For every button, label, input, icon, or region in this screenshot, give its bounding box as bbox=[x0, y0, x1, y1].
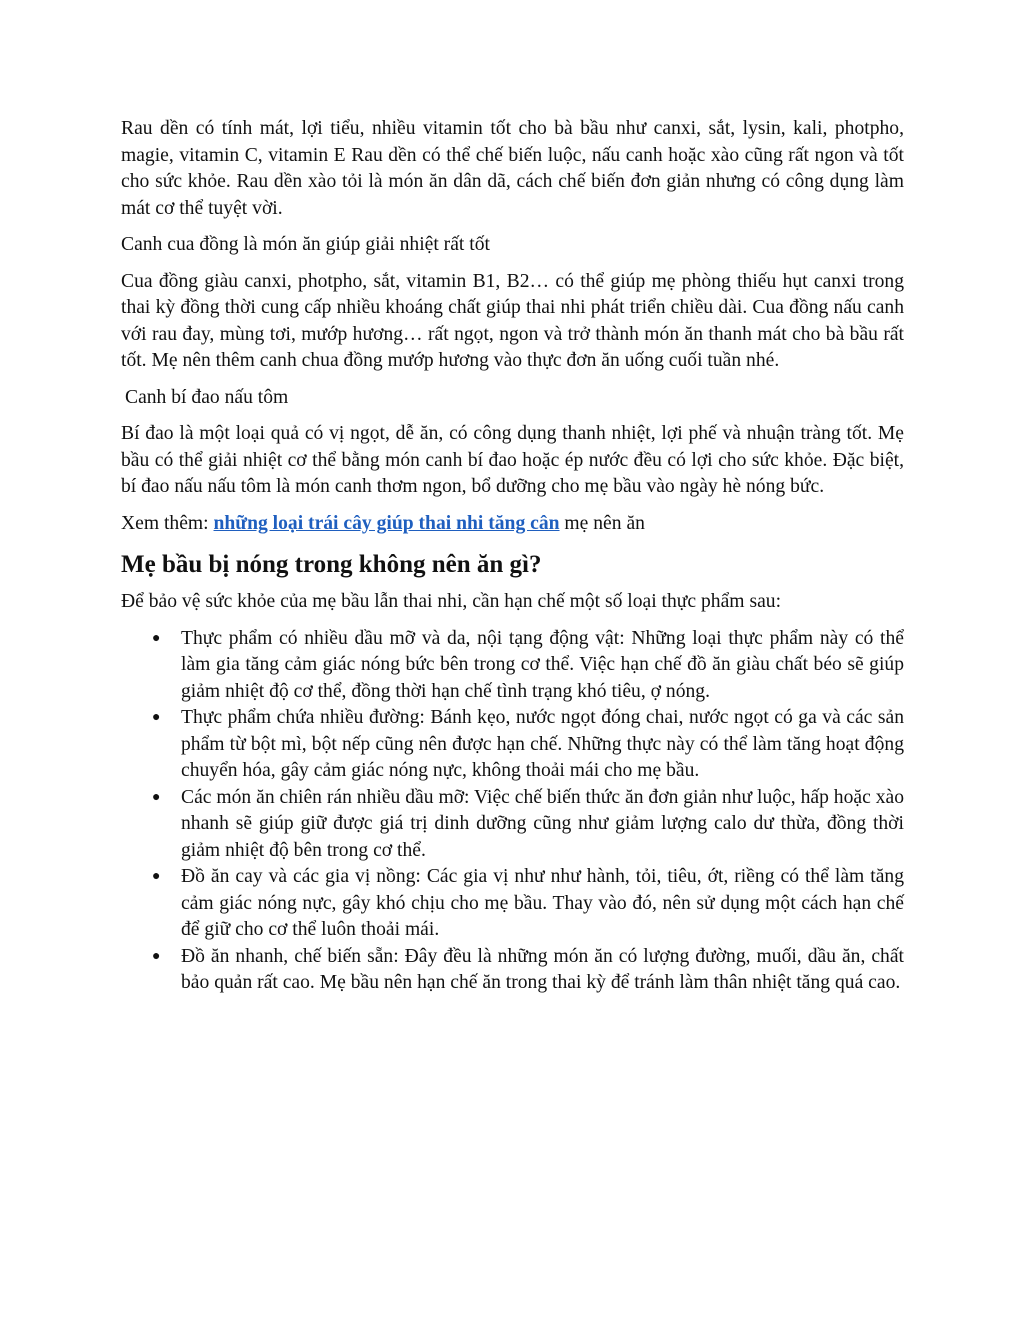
see-also-link[interactable]: những loại trái cây giúp thai nhi tăng cân bbox=[213, 512, 560, 534]
bullet-icon: ● bbox=[152, 710, 161, 725]
intro-paragraph: Để bảo vệ sức khỏe của mẹ bầu lẫn thai nhi, cần hạn chế một số loại thực phẩm sau: bbox=[121, 591, 782, 612]
list-item-text: Các món ăn chiên rán nhiều dầu mỡ: Việc chế biến thức ăn đơn giản như luộc, hấp hoặc xào nhanh sẽ giúp giữ được giá trị dinh dưỡng cũng như giảm lượng calo dư thừa, đồng thời giảm nhiệt độ bên trong cơ thể. bbox=[181, 786, 904, 861]
list-item bbox=[121, 626, 904, 706]
list-item bbox=[121, 785, 904, 865]
list-item-text: Thực phẩm có nhiều dầu mỡ và da, nội tạng động vật: Những loại thực phẩm này có thể làm gia tăng cảm giác nóng bức bên trong cơ thể. Việc hạn chế đồ ăn giàu chất béo sẽ giúp giảm nhiệt độ cơ thể, đồng thời hạn chế tình trạng khó tiêu, ợ nóng. bbox=[181, 627, 904, 702]
bullet-icon: ● bbox=[152, 789, 161, 805]
list-item bbox=[121, 944, 904, 997]
see-also-suffix: mẹ nên ăn bbox=[559, 512, 645, 534]
food-list bbox=[121, 626, 904, 997]
bullet-icon: ● bbox=[152, 869, 161, 884]
paragraph-canh-bi-dao-title: Canh bí đao nấu tôm bbox=[125, 386, 289, 408]
list-item bbox=[121, 864, 904, 944]
bullet-icon: ● bbox=[152, 630, 161, 646]
paragraph-cua-dong: Cua đồng giàu canxi, photpho, sắt, vitamin B1, B2… có thể giúp mẹ phòng thiếu hụt canxi trong thai kỳ đồng thời cung cấp nhiều khoáng chất giúp thai nhi phát triển chiều dài. Cua đồng nấu canh với rau đay, mùng tơi, mướp hương… rất ngọt, ngon và trở thành món ăn thanh mát cho bà bầu rất tốt. Mẹ nên thêm canh chua đồng mướp hương vào thực đơn ăn uống cuối tuần nhé. bbox=[121, 270, 904, 371]
list-item-text: Đồ ăn cay và các gia vị nồng: Các gia vị như như hành, tỏi, tiêu, ớt, riềng có thể làm tăng cảm giác nóng nực, gây khó chịu cho mẹ bầu. Thay vào đó, nên sử dụng một cách hạn chế để giữ cho cơ thể luôn thoải mái. bbox=[181, 866, 904, 940]
list-item-text: Thực phẩm chứa nhiều đường: Bánh kẹo, nước ngọt đóng chai, nước ngọt có ga và các sản phẩm từ bột mì, bột nếp cũng nên được hạn chế. Những thực này có thể làm tăng hoạt động chuyển hóa, gây cảm giác nóng nực, không thoải mái cho mẹ bầu. bbox=[181, 707, 904, 781]
document-page bbox=[121, 116, 904, 997]
paragraph-canh-cua-title: Canh cua đồng là món ăn giúp giải nhiệt rất tốt bbox=[121, 234, 490, 255]
see-also-prefix: Xem thêm: bbox=[121, 512, 214, 534]
paragraph-bi-dao: Bí đao là một loại quả có vị ngọt, dễ ăn, có công dụng thanh nhiệt, lợi phế và nhuận tràng tốt. Mẹ bầu có thể giải nhiệt cơ thể bằng món canh bí đao hoặc ép nước đều có lợi cho sức khỏe. Đặc biệt, bí đao nấu nấu tôm là món canh thơm ngon, bổ dưỡng cho mẹ bầu vào ngày hè nóng bức. bbox=[121, 423, 904, 497]
see-also-line bbox=[121, 511, 904, 538]
paragraph-rau-den: Rau dền có tính mát, lợi tiểu, nhiều vitamin tốt cho bà bầu như canxi, sắt, lysin, kali, photpho, magie, vitamin C, vitamin E Rau dền có thể chế biến luộc, nấu canh hoặc xào cũng rất ngon và tốt cho sức khỏe. Rau dền xào tỏi là món ăn dân dã, cách chế biến đơn giản nhưng có công dụng làm mát cơ thể tuyệt vời. bbox=[121, 118, 904, 219]
list-item-text: Đồ ăn nhanh, chế biến sẵn: Đây đều là những món ăn có lượng đường, muối, dầu ăn, chất bảo quản rất cao. Mẹ bầu nên hạn chế ăn trong thai kỳ để tránh làm thân nhiệt tăng quá cao. bbox=[181, 945, 904, 993]
section-heading: Mẹ bầu bị nóng trong không nên ăn gì? bbox=[121, 551, 542, 578]
bullet-icon: ● bbox=[152, 948, 161, 964]
list-item bbox=[121, 705, 904, 785]
